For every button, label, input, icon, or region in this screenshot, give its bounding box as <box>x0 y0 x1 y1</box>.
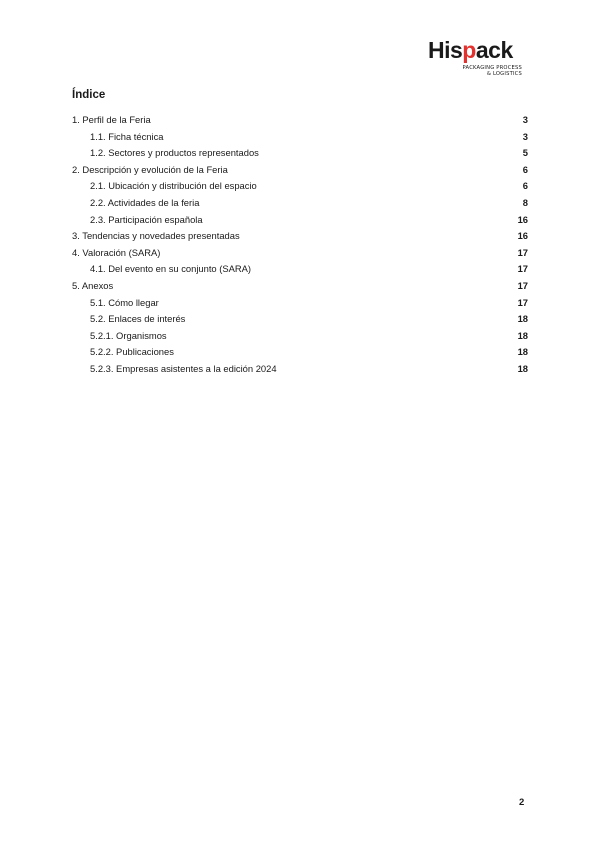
toc-entry[interactable] <box>72 196 528 213</box>
toc-entry-label: 5.2. Enlaces de interés <box>90 313 186 325</box>
toc-entry-label: 4. Valoración (SARA) <box>72 246 161 258</box>
toc-entry-page: 16 <box>517 213 528 225</box>
toc-entry-page: 5 <box>522 147 528 159</box>
toc-entry-page: 18 <box>517 329 528 341</box>
toc-entry-label: 1.1. Ficha técnica <box>90 130 164 142</box>
logo-wordmark: Hispack <box>428 37 513 63</box>
toc-entry-page: 17 <box>517 296 528 308</box>
toc-entry-label: 2.1. Ubicación y distribución del espacio <box>90 180 257 192</box>
toc-entry-label: 1. Perfil de la Feria <box>72 114 151 125</box>
toc-entry[interactable] <box>72 262 528 279</box>
toc-entry[interactable] <box>72 329 528 346</box>
toc-entry[interactable] <box>72 113 528 130</box>
toc-entry[interactable] <box>72 229 528 246</box>
toc-entry[interactable] <box>72 362 528 379</box>
toc-entry-label: 2.3. Participación española <box>90 213 203 225</box>
toc-entry[interactable] <box>72 246 528 263</box>
toc-entry-page: 17 <box>517 279 528 291</box>
toc-entry-page: 8 <box>522 196 528 208</box>
hispack-logo <box>428 38 528 77</box>
toc-entry-page: 16 <box>517 230 528 242</box>
toc-entry-page: 18 <box>517 362 528 374</box>
toc-entry-label: 5.2.2. Publicaciones <box>90 346 174 358</box>
toc-entry[interactable] <box>72 345 528 362</box>
toc-entry-page: 3 <box>522 114 528 125</box>
toc-entry-label: 4.1. Del evento en su conjunto (SARA) <box>90 263 252 275</box>
toc-entry-page: 18 <box>517 313 528 325</box>
toc-entry[interactable] <box>72 146 528 163</box>
table-of-contents <box>72 113 528 379</box>
toc-entry-label: 2.2. Actividades de la feria <box>90 196 200 208</box>
toc-entry-label: 5.2.3. Empresas asistentes a la edición 2024 <box>90 362 277 374</box>
toc-entry-label: 5.1. Cómo llegar <box>90 296 159 308</box>
toc-entry[interactable] <box>72 163 528 180</box>
toc-entry-label: 2. Descripción y evolución de la Feria <box>72 163 228 175</box>
toc-entry-page: 6 <box>522 163 528 175</box>
toc-entry[interactable] <box>72 130 528 147</box>
toc-entry-page: 3 <box>522 130 528 142</box>
toc-entry[interactable] <box>72 213 528 230</box>
toc-entry[interactable] <box>72 179 528 196</box>
toc-entry-label: 1.2. Sectores y productos representados <box>90 147 259 159</box>
toc-entry-page: 17 <box>517 263 528 275</box>
toc-title: Índice <box>72 89 106 101</box>
toc-entry[interactable] <box>72 312 528 329</box>
toc-entry[interactable] <box>72 296 528 313</box>
toc-entry-label: 5. Anexos <box>72 279 114 291</box>
logo-tagline: PACKAGING PROCESS & LOGISTICS <box>462 65 522 77</box>
toc-entry-label: 3. Tendencias y novedades presentadas <box>72 230 240 242</box>
toc-entry[interactable] <box>72 279 528 296</box>
toc-entry-page: 18 <box>517 346 528 358</box>
toc-entry-page: 17 <box>517 246 528 258</box>
page-number: 2 <box>519 797 525 808</box>
toc-entry-page: 6 <box>522 180 528 192</box>
toc-entry-label: 5.2.1. Organismos <box>90 329 167 341</box>
